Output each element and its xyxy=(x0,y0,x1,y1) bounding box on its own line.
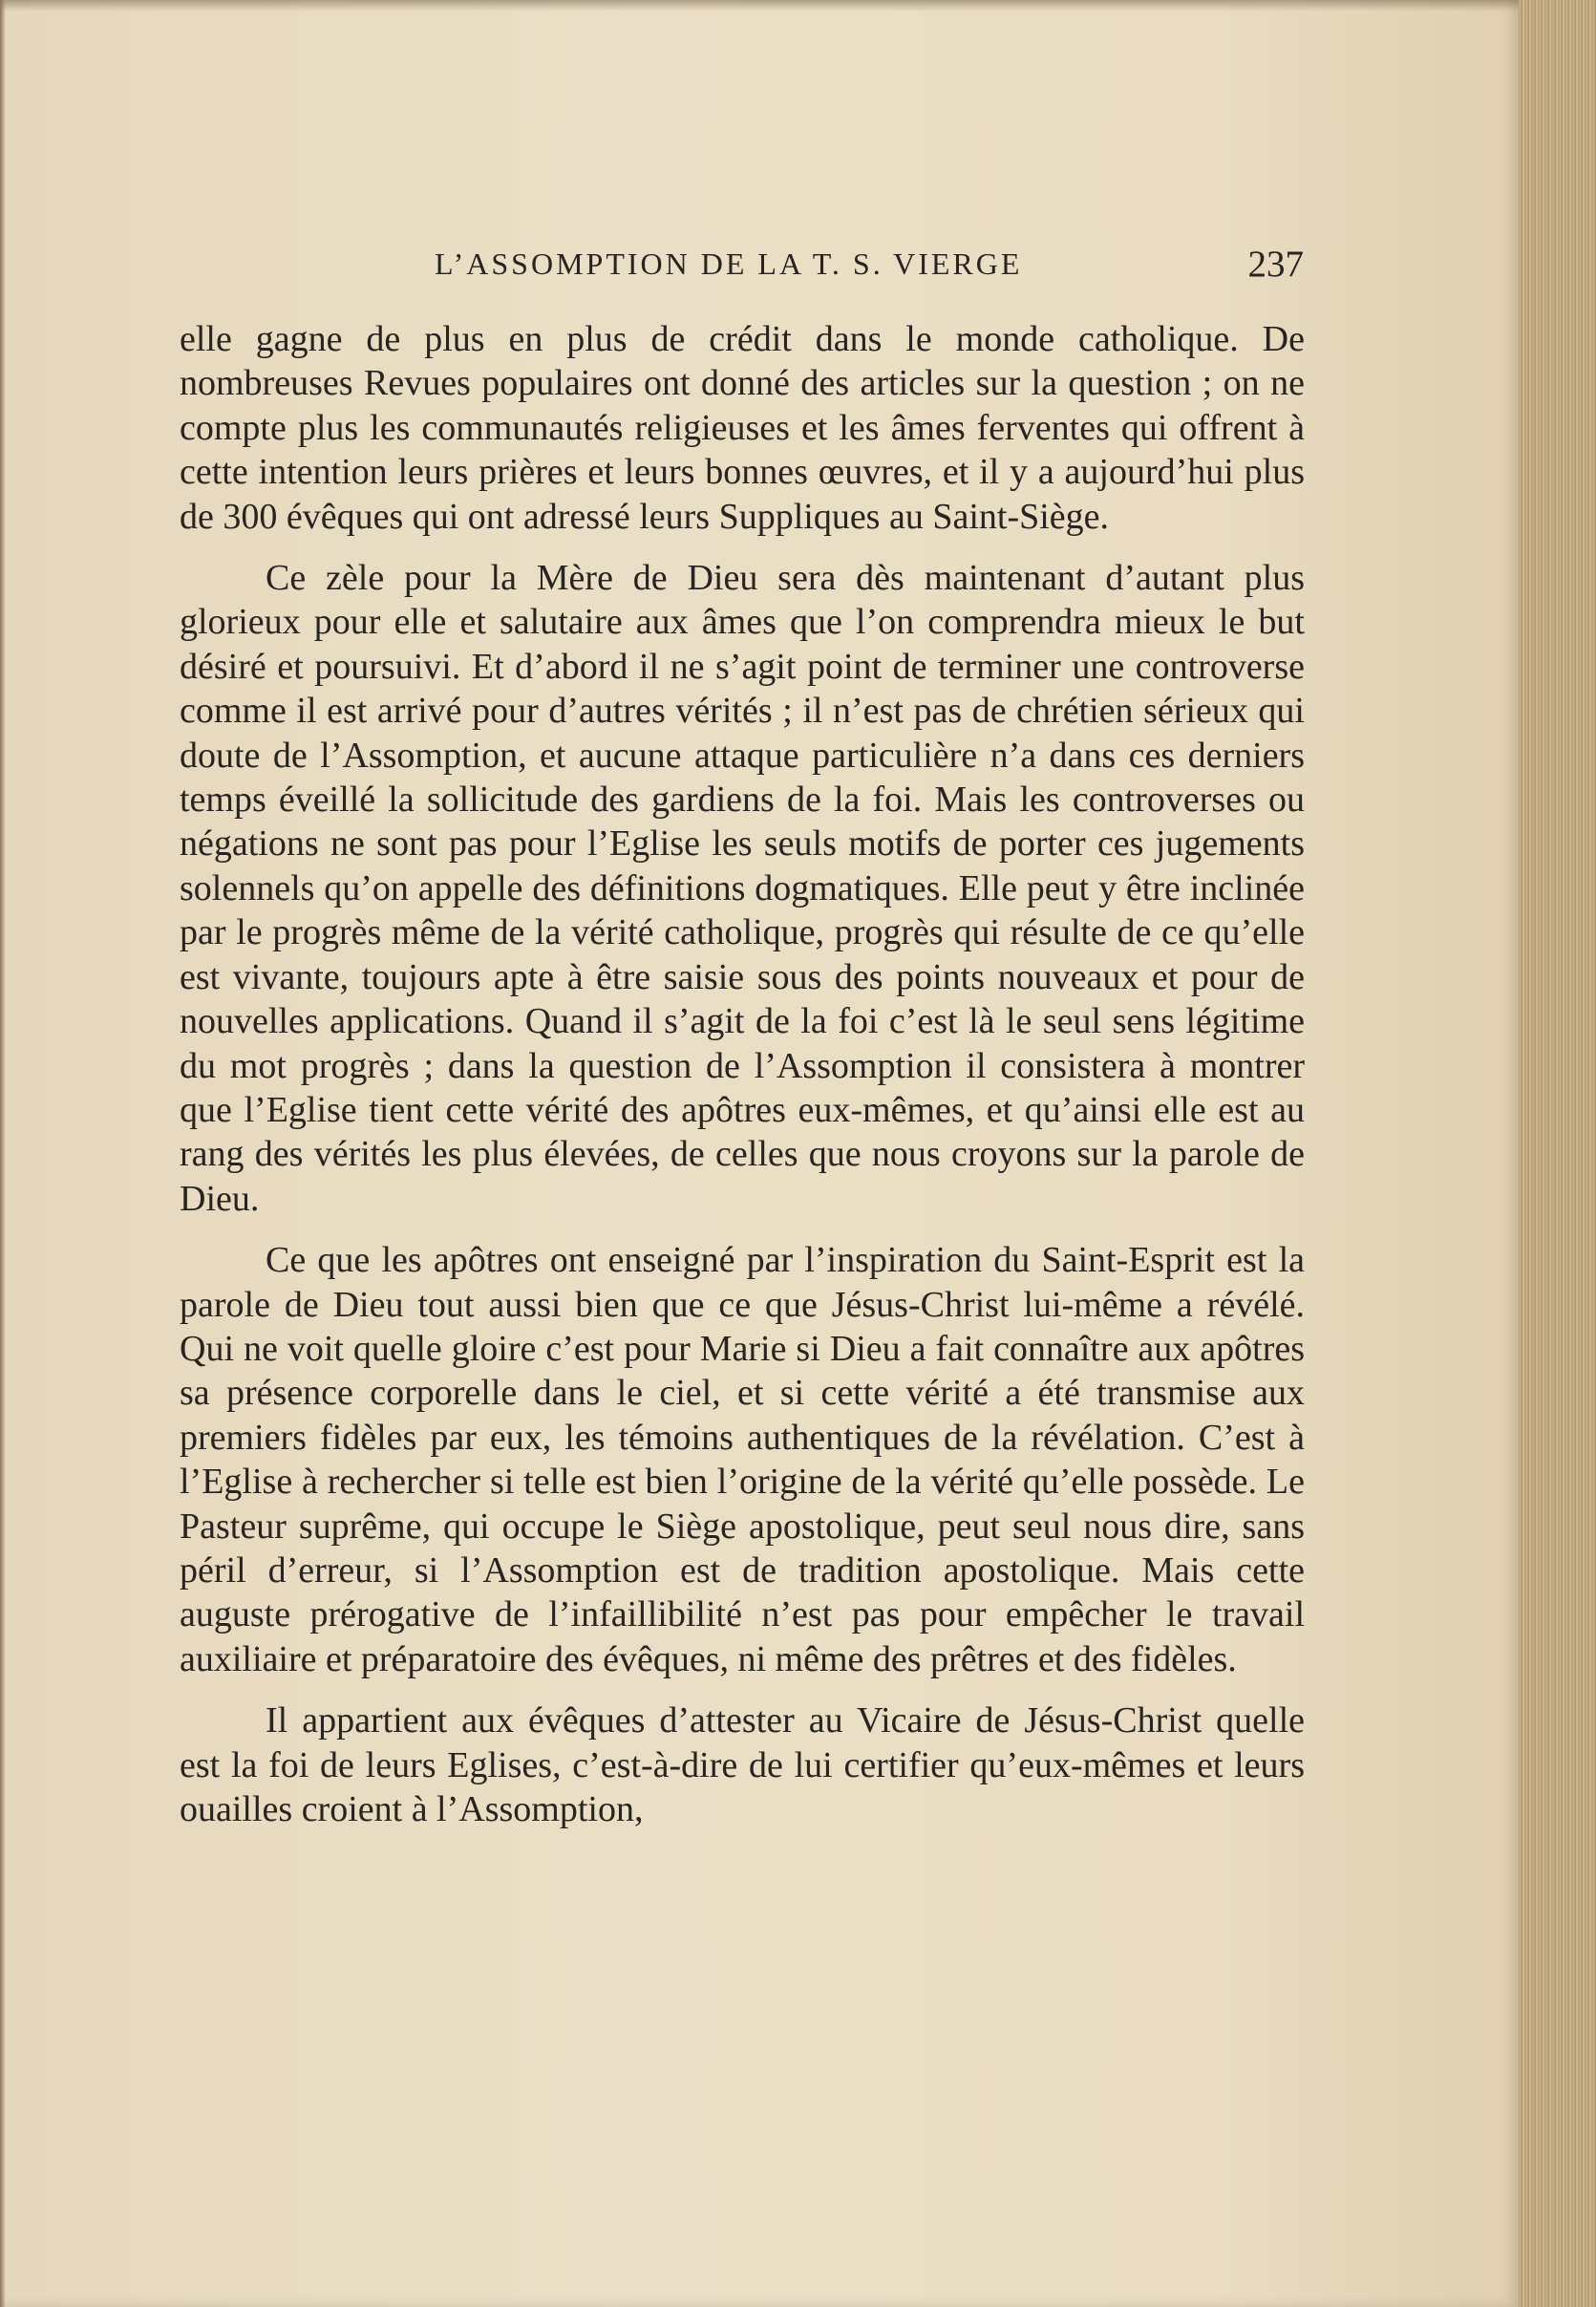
paragraph-continuation: elle gagne de plus en plus de crédit dans le monde catholique. De nombreuses Revues populaires ont donné des articles sur la question ; on ne compte plus les communautés religieuses et les âmes ferventes qui offrent à cette intention leurs prières et leurs bonnes œuvres, et il y a aujourd’hui plus de 300 évêques qui ont adressé leurs Suppliques au Saint-Siège. xyxy=(180,319,1305,537)
body-text xyxy=(180,317,1305,1831)
running-head xyxy=(191,246,1304,288)
page-top-shadow xyxy=(0,0,1519,11)
paragraph-bishops: Il appartient aux évêques d’attester au Vicaire de Jésus-Christ quelle est la foi de leurs Eglises, c’est-à-dire de lui certifier qu’eux-mêmes et leurs ouailles croient à l’Assomption, xyxy=(180,1700,1305,1829)
page-block-edge xyxy=(1519,0,1596,2307)
page-left-gutter xyxy=(0,0,6,2307)
page-number: 237 xyxy=(1247,244,1304,285)
running-head-title: L’ASSOMPTION DE LA T. S. VIERGE xyxy=(435,246,1023,281)
paragraph-apostles: Ce que les apôtres ont enseigné par l’inspiration du Saint-Esprit est la parole de Dieu tout aussi bien que ce que Jésus-Christ lui-même a révélé. Qui ne voit quelle gloire c’est pour Marie si Dieu a fait connaître aux apôtres sa présence corporelle dans le ciel, et si cette vérité a été transmise aux premiers fidèles par eux, les témoins authentiques de la révélation. C’est à l’Eglise à rechercher si telle est bien l’origine de la vérité qu’elle possède. Le Pasteur suprême, qui occupe le Siège apostolique, peut seul nous dire, sans péril d’erreur, si l’Assomption est de tradition apostolique. Mais cette auguste prérogative de l’infaillibilité n’est pas pour empêcher le travail auxiliaire et préparatoire des évêques, ni même des prêtres et des fidèles. xyxy=(180,1240,1305,1679)
paragraph-zeal: Ce zèle pour la Mère de Dieu sera dès maintenant d’autant plus glorieux pour elle et salutaire aux âmes que l’on comprendra mieux le but désiré et poursuivi. Et d’abord il ne s’agit point de terminer une controverse comme il est arrivé pour d’autres vérités ; il n’est pas de chrétien sérieux qui doute de l’Assomption, et aucune attaque particulière n’a dans ces derniers temps éveillé la sollicitude des gardiens de la foi. Mais les controverses ou négations ne sont pas pour l’Eglise les seuls motifs de porter ces jugements solennels qu’on appelle des définitions dogmatiques. Elle peut y être inclinée par le progrès même de la vérité catholique, progrès qui résulte de ce qu’elle est vivante, toujours apte à être saisie sous des points nouveaux et pour de nouvelles applications. Quand il s’agit de la foi c’est là le seul sens légitime du mot progrès ; dans la question de l’Assomption il consistera à montrer que l’Eglise tient cette vérité des apôtres eux-mêmes, et qu’ainsi elle est au rang des vérités les plus élevées, de celles que nous croyons sur la parole de Dieu. xyxy=(180,558,1305,1219)
